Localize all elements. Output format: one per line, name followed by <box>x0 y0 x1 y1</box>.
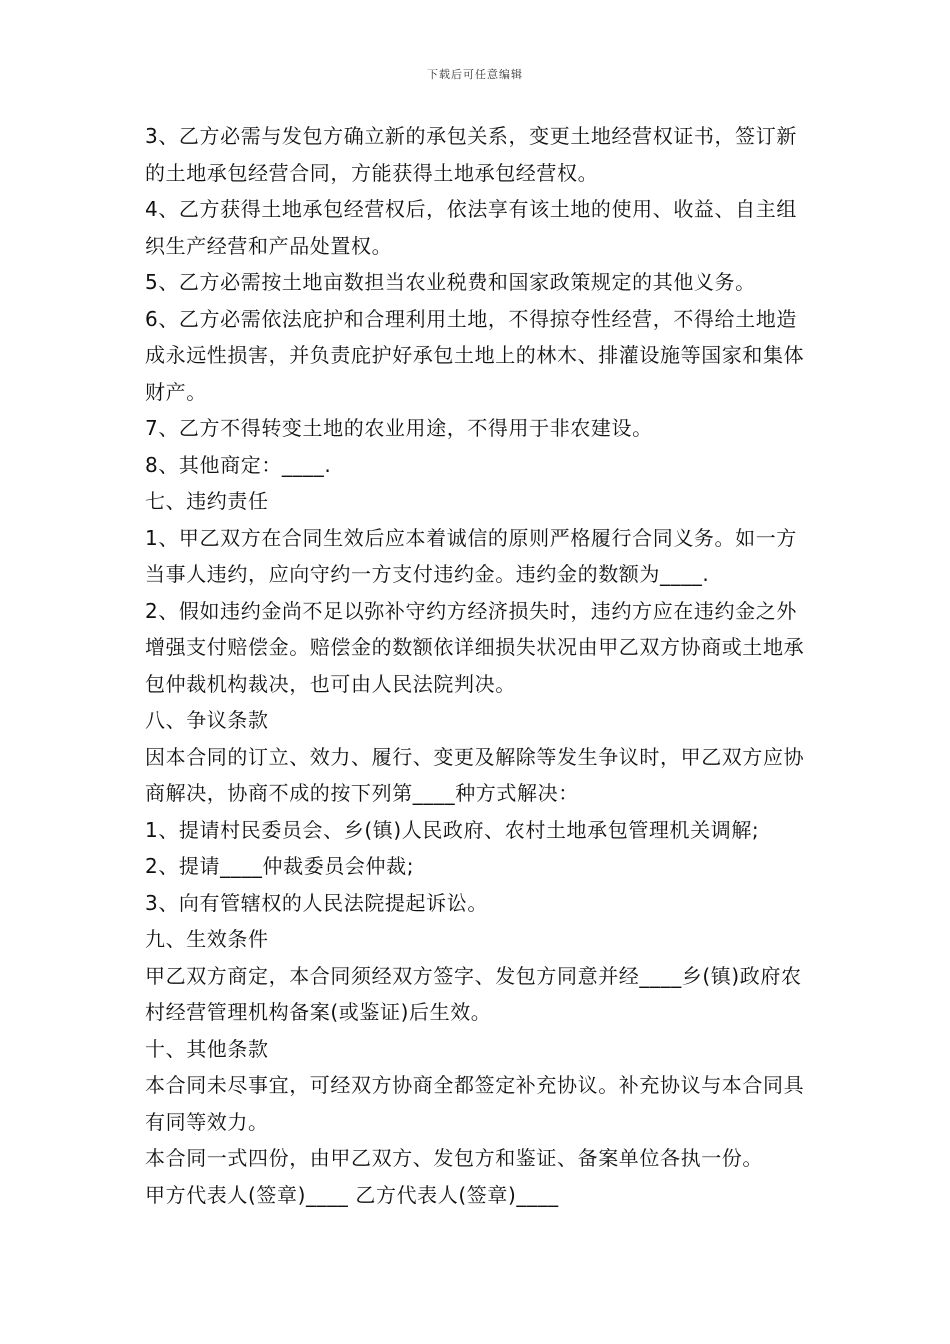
other-clause-1: 本合同未尽事宜，可经双方协商全都签定补充协议。补充协议与本合同具有同等效力。 <box>145 1073 805 1134</box>
breach-clause-1: 1、甲乙双方在合同生效后应本着诚信的原则严格履行合同义务。如一方当事人违约，应向守约一方支付违约金。违约金的数额为____. <box>145 525 797 586</box>
dispute-option-1: 1、提请村民委员会、乡(镇)人民政府、农村土地承包管理机关调解; <box>145 817 760 842</box>
clause-8: 8、其他商定：____. <box>145 452 332 477</box>
dispute-option-3: 3、向有管辖权的人民法院提起诉讼。 <box>145 890 488 915</box>
clause-3: 3、乙方必需与发包方确立新的承包关系，变更土地经营权证书，签订新的土地承包经营合同，方能获得土地承包经营权。 <box>145 124 797 185</box>
section-heading-breach: 七、违约责任 <box>145 489 269 513</box>
breach-clause-2: 2、假如违约金尚不足以弥补守约方经济损失时，违约方应在违约金之外增强支付赔偿金。赔偿金的数额依详细损失状况由甲乙双方协商或土地承包仲裁机构裁决，也可由人民法院判决。 <box>145 598 805 696</box>
other-clause-2: 本合同一式四份，由甲乙双方、发包方和鉴证、备案单位各执一份。 <box>145 1146 763 1170</box>
clause-7: 7、乙方不得转变土地的农业用途，不得用于非农建设。 <box>145 416 653 440</box>
effect-clause: 甲乙双方商定，本合同须经双方签字、发包方同意并经____乡(镇)政府农村经营管理机构备案(或鉴证)后生效。 <box>145 963 802 1024</box>
clause-5: 5、乙方必需按土地亩数担当农业税费和国家政策规定的其他义务。 <box>145 270 756 294</box>
section-heading-effect: 九、生效条件 <box>145 927 269 951</box>
page-header: 下载后可任意编辑 <box>427 68 523 81</box>
signature-line: 甲方代表人(签章)____ 乙方代表人(签章)____ <box>145 1182 559 1207</box>
section-heading-other: 十、其他条款 <box>145 1036 269 1061</box>
clause-6: 6、乙方必需依法庇护和合理利用土地，不得掠夺性经营，不得给土地造成永远性损害，并负责庇护好承包土地上的林木、排灌设施等国家和集体财产。 <box>145 306 805 404</box>
dispute-intro: 因本合同的订立、效力、履行、变更及解除等发生争议时，甲乙双方应协商解决，协商不成的按下列第____种方式解决： <box>145 744 805 805</box>
dispute-option-2: 2、提请____仲裁委员会仲裁; <box>145 854 415 878</box>
clause-4: 4、乙方获得土地承包经营权后，依法享有该土地的使用、收益、自主组织生产经营和产品处置权。 <box>145 197 797 258</box>
section-heading-dispute: 八、争议条款 <box>145 708 269 732</box>
document-body <box>145 118 809 1213</box>
